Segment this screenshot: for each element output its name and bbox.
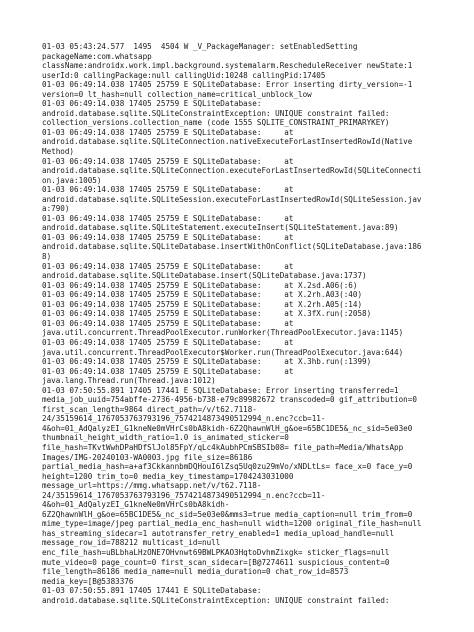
log-line: message_url=https://mmg.whatsapp.net/v/t62.7118- (42, 481, 262, 491)
log-line: 01-03 06:49:14.038 17405 25759 E SQLiteDatabase: at (42, 232, 294, 242)
log-line: 01-03 05:43:24.577 1495 4504 W _V_PackageManager: setEnabledSetting (42, 42, 358, 51)
log-line: has_streaming_sidecar=1 autotransfer_retry_enabled=1 media_upload_handle=null (42, 528, 395, 538)
log-line: 01-03 06:49:14.038 17405 25759 E SQLiteDatabase: (42, 99, 262, 109)
log-line: userId:0 callingPackage:null callingUid:10248 callingPid:17405 (42, 70, 326, 80)
log-line: android.database.sqlite.SQLiteDatabase.insertWithOnConflict(SQLiteDatabase.java:186 (42, 242, 422, 252)
log-line: android.database.sqlite.SQLiteConstraintException: UNIQUE constraint failed: (42, 595, 390, 605)
log-line: thumbnail_height_width_ratio=1.0 is_animated_sticker=0 (42, 433, 289, 443)
log-line: message_row_id=788212 multicast_id=null (42, 538, 221, 548)
log-line: className:androidx.work.impl.background.systemalarm.RescheduleReceiver newState:1 (42, 61, 413, 71)
log-line: 01-03 06:49:14.038 17405 25759 E SQLiteDatabase: at X.2rh.A05(:14) (42, 299, 363, 309)
log-line: 01-03 07:50:55.891 17405 17441 E SQLiteDatabase: Error inserting transferred=1 (42, 385, 399, 395)
log-line: android.database.sqlite.SQLiteConstraintException: UNIQUE constraint failed: (42, 108, 390, 118)
log-line: 24/35159614_1767053763793196_7574214873490512994_n.enc?ccb=11- (42, 414, 326, 424)
log-line: mime_type=image/jpeg partial_media_enc_hash=null width=1200 original_file_hash=null (42, 519, 422, 529)
log-line: file_hash=TKvtWwhDPaHDfSlJol85FpY/qLc4kAubhPCmSBSIb08= file_path=Media/WhatsApp (42, 442, 404, 452)
log-line: 01-03 06:49:14.038 17405 25759 E SQLiteDatabase: at X.2sd.A06(:6) (42, 280, 358, 290)
log-line: android.database.sqlite.SQLiteConnection.executeForLastInsertedRowId(SQLiteConnecti (42, 166, 422, 176)
log-line: 01-03 06:49:14.038 17405 25759 E SQLiteDatabase: at (42, 337, 294, 347)
log-line: android.database.sqlite.SQLiteSession.executeForLastInsertedRowId(SQLiteSession.jav (42, 194, 422, 204)
log-line: collection_versions.collection_name (code 1555 SQLITE_CONSTRAINT_PRIMARYKEY) (42, 118, 390, 128)
log-line: 01-03 06:49:14.038 17405 25759 E SQLiteDatabase: at X.3hb.run(:1399) (42, 357, 372, 367)
log-line: 01-03 07:50:55.891 17405 17441 E SQLiteDatabase: (42, 586, 262, 596)
log-line: 24/35159614_1767053763793196_7574214873490512994_n.enc?ccb=11- (42, 490, 326, 500)
log-line: java.lang.Thread.run(Thread.java:1012) (42, 376, 216, 386)
log-line: media_job_uuid=754abffe-2736-4956-b738-e79c89982672 transcoded=0 gif_attribution=0 (42, 395, 417, 405)
log-line: 01-03 06:49:14.038 17405 25759 E SQLiteDatabase: at X.3fX.run(:2058) (42, 309, 372, 319)
log-line: a:790) (42, 204, 70, 214)
log-line: 4&oh=01_AdQalyzEI_G1kneNe0mVHrCs0bA8kidh-6Z2QhawnWlH_g&oe=65BC1DE5&_nc_sid=5e03e0 (42, 423, 413, 433)
log-line: version=0 lt_hash=null collection_name=critical_unblock_low (42, 89, 312, 99)
log-line: partial_media_hash=a+af3CkkannbmDQHouI6lZsq5Uq0zu29mVo/xNDLtLs= face_x=0 face_y=0 (42, 462, 413, 472)
log-line: 4&oh=01_AdQalyzEI_G1kneNe0mVHrCs0bA8kidh- (42, 500, 230, 510)
log-line: mute_video=0 page_count=0 first_scan_sidecar=[B@7274611 suspicious_content=0 (42, 557, 390, 567)
log-line: packageName:com.whatsapp (42, 51, 152, 61)
log-line: android.database.sqlite.SQLiteConnection.nativeExecuteForLastInsertedRowId(Native (42, 137, 413, 147)
log-line: first_scan_length=9864 direct_path=/v/t62.7118- (42, 404, 257, 414)
log-line: enc_file_hash=uBLbhaLHzONE7OHvnwt69BWLPKAO3HqtoDvhmZixgk= sticker_flags=null (42, 547, 390, 557)
log-line: 01-03 06:49:14.038 17405 25759 E SQLiteDatabase: Error inserting dirty_version=-1 (42, 80, 413, 90)
log-line: 01-03 06:49:14.038 17405 25759 E SQLiteDatabase: at (42, 261, 294, 271)
log-line: 8) (42, 252, 52, 262)
log-line: 01-03 06:49:14.038 17405 25759 E SQLiteDatabase: at (42, 318, 294, 328)
log-line: java.util.concurrent.ThreadPoolExecutor$Worker.run(ThreadPoolExecutor.java:644) (42, 347, 404, 357)
log-line: height=1200 trim_to=0 media_key_timestamp=1704243031000 (42, 471, 294, 481)
log-line: 01-03 06:49:14.038 17405 25759 E SQLiteDatabase: at (42, 156, 294, 166)
log-line: file_length=86186 media_name=null media_duration=0 chat_row_id=8573 (42, 567, 349, 577)
log-line: 01-03 06:49:14.038 17405 25759 E SQLiteDatabase: at (42, 185, 294, 195)
log-line: 6Z2QhawnWlH_g&oe=65BC1DE5&_nc_sid=5e03e0&mms3=true media_caption=null trim_from=0 (42, 509, 413, 519)
log-line: android.database.sqlite.SQLiteStatement.executeInsert(SQLiteStatement.java:89) (42, 223, 399, 233)
log-line: java.util.concurrent.ThreadPoolExecutor.runWorker(ThreadPoolExecutor.java:1145) (42, 328, 404, 338)
log-line: media_key=[B@5383376 (42, 576, 134, 586)
log-line: android.database.sqlite.SQLiteDatabase.insert(SQLiteDatabase.java:1737) (42, 271, 367, 281)
log-line: Images/IMG-20240103-WA0003.jpg file_size=86186 (42, 452, 253, 462)
log-line: 01-03 06:49:14.038 17405 25759 E SQLiteDatabase: at X.2rh.A03(:40) (42, 290, 363, 300)
log-text-body (42, 42, 432, 605)
log-line: 01-03 06:49:14.038 17405 25759 E SQLiteDatabase: at (42, 213, 294, 223)
log-line: 01-03 06:49:14.038 17405 25759 E SQLiteDatabase: at (42, 127, 294, 137)
log-line: 01-03 06:49:14.038 17405 25759 E SQLiteDatabase: at (42, 366, 294, 376)
log-line: on.java:1005) (42, 175, 102, 185)
log-line: Method) (42, 147, 75, 157)
